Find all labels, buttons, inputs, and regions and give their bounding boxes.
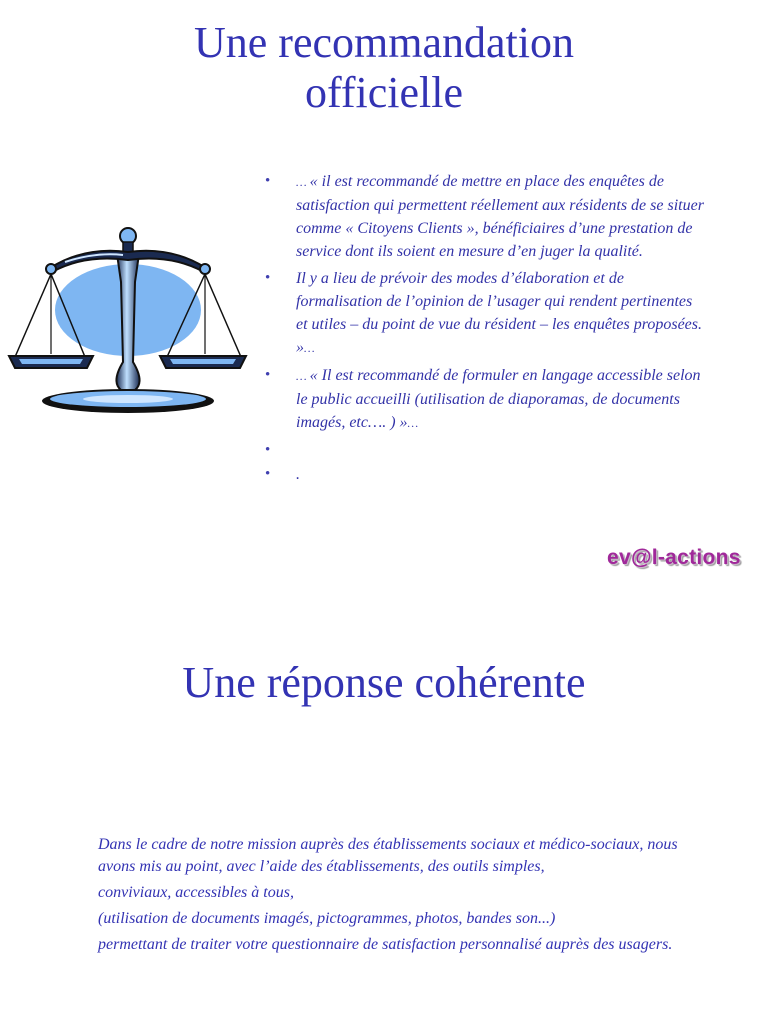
bullet-icon: • bbox=[265, 466, 271, 482]
eval-actions-logo: ev@l-actions bbox=[607, 546, 741, 569]
slide-title bbox=[0, 18, 768, 118]
bullet-icon: • bbox=[265, 173, 271, 189]
bullet-text: « Il est recommandé de formuler en langage accessible selon le public accueilli (utilisation de diaporamas, de documents imagés, etc…. ) » bbox=[296, 367, 701, 431]
body-paragraph: conviviaux, accessibles à tous, bbox=[98, 884, 294, 901]
bullet-item bbox=[265, 463, 705, 486]
bullet-icon: • bbox=[265, 367, 271, 383]
slide-title: Une réponse cohérente bbox=[182, 658, 586, 707]
body-paragraph: Dans le cadre de notre mission auprès des établissements sociaux et médico-sociaux, nous avons mis au point, avec l’aide des établissements, des outils simples, bbox=[98, 836, 678, 875]
bullet-text: . bbox=[296, 466, 300, 483]
title-line-1: Une recommandation bbox=[194, 18, 574, 67]
bullet-item bbox=[265, 439, 705, 463]
bullet-icon: • bbox=[265, 442, 271, 458]
recommendation-bullet-list bbox=[265, 170, 705, 486]
bullet-icon: • bbox=[265, 270, 271, 286]
scales-of-justice-icon bbox=[5, 222, 250, 417]
body-paragraph: (utilisation de documents imagés, pictogrammes, photos, bandes son...) bbox=[98, 910, 556, 927]
response-body bbox=[98, 834, 713, 960]
slide-reponse bbox=[0, 620, 768, 1024]
bullet-item: • … « Il est recommandé de formuler en langage accessible selon le public accueilli (utilisation de diaporamas, de documents imagés, etc…. ) »… bbox=[265, 364, 705, 435]
bullet-item: • … « il est recommandé de mettre en place des enquêtes de satisfaction qui permettent réellement aux résidents de se situer comme « Citoyens Clients », bénéficiaires d’une prestation de service dont ils soient en mesure d’en juger la qualité. bbox=[265, 170, 705, 263]
bullet-text: « il est recommandé de mettre en place des enquêtes de satisfaction qui permettent réellement aux résidents de se situer comme « Citoyens Clients », bénéficiaires d’une prestation de service dont ils soient en mesure d’en juger la qualité. bbox=[296, 173, 704, 260]
bullet-item: • Il y a lieu de prévoir des modes d’élaboration et de formalisation de l’opinion de l’usager qui rendent pertinentes et utiles – du point de vue du résident – les enquêtes proposées. »… bbox=[265, 267, 705, 360]
body-paragraph: permettant de traiter votre questionnaire de satisfaction personnalisé auprès des usagers. bbox=[98, 936, 673, 953]
title-line-2: officielle bbox=[305, 68, 463, 117]
bullet-text: Il y a lieu de prévoir des modes d’élaboration et de formalisation de l’opinion de l’usager qui rendent pertinentes et utiles – du point de vue du résident – les enquêtes proposées. » bbox=[296, 270, 702, 356]
